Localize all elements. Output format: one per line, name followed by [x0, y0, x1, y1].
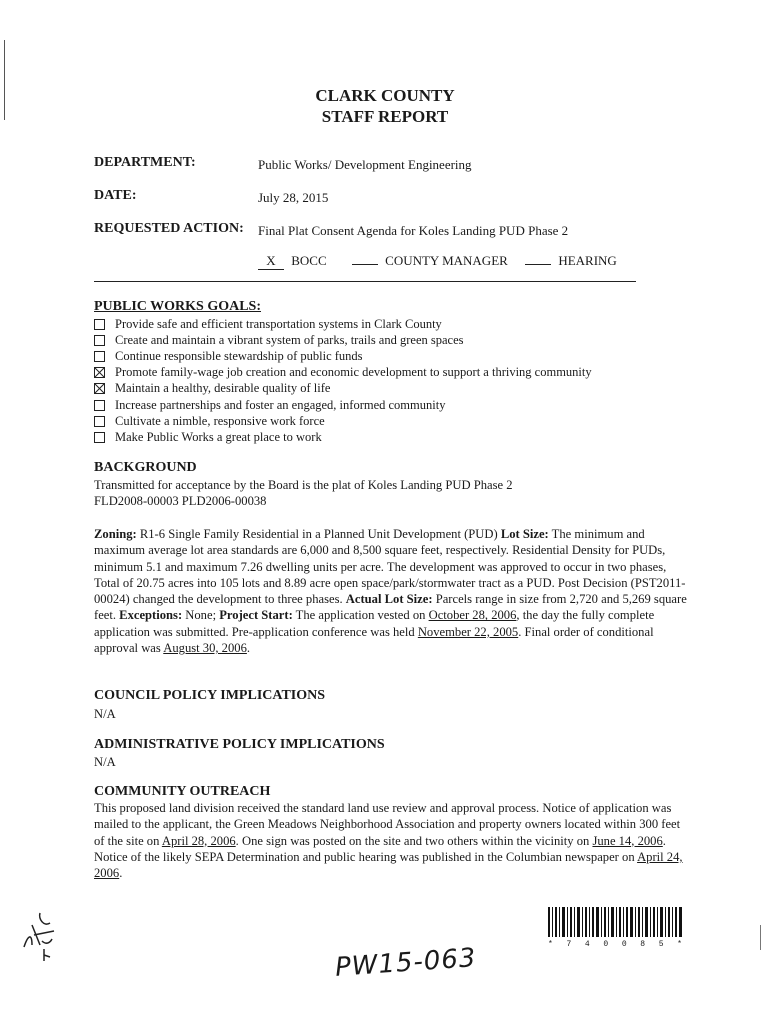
outreach-text: . [119, 866, 123, 881]
barcode-digit: 7 [566, 940, 572, 949]
goal-item [94, 397, 592, 413]
lot-size-label: Lot Size: [500, 527, 549, 541]
actual-lot-size-text: Parcels range in size from 2,720 and 5,269 square feet. [94, 592, 687, 623]
barcode-digit: * [548, 940, 553, 949]
goal-text: Promote family-wage job creation and economic development to support a thriving community [115, 365, 592, 380]
goal-item [94, 413, 592, 429]
final-order-date: August 30, 2006 [163, 641, 247, 656]
requested-action-value: Final Plat Consent Agenda for Koles Landing PUD Phase 2 [258, 223, 569, 238]
community-outreach-heading: COMMUNITY OUTREACH [94, 784, 271, 799]
goals-checklist [94, 316, 592, 446]
lot-size-text: The minimum and maximum average lot area standards are 6,000 and 8,500 square feet, respectively. Residential Density for PUDs, minimum 5.1 and maximum 7.26 dwelling units per acre. The development was approved to occur in two phases, Total of 20.75 acres into 105 lots and 8.89 acre open space/park/stormwater tract as a PUD. Post Decision (PST2011-00024) changed the development to three phases. [94, 527, 686, 607]
background-case-numbers: FLD2008-00003 PLD2006-00038 [94, 494, 267, 509]
checkbox-icon [94, 335, 105, 346]
goal-text: Continue responsible stewardship of public funds [115, 348, 363, 363]
routing-mark-county-manager [352, 264, 378, 265]
handwritten-code: PW15-063 [334, 943, 478, 983]
barcode-digit: 0 [621, 940, 627, 949]
routing-row [258, 253, 617, 270]
routing-mark-bocc: X [258, 253, 284, 270]
barcode-number [548, 940, 682, 949]
barcode-digit: 8 [640, 940, 646, 949]
project-start-label: Project Start: [219, 608, 293, 623]
public-works-goals-heading: PUBLIC WORKS GOALS: [94, 299, 261, 314]
goal-text: Make Public Works a great place to work [115, 429, 322, 444]
goal-text: Increase partnerships and foster an engaged, informed community [115, 397, 446, 412]
goal-item [94, 316, 592, 332]
routing-label-county-manager: COUNTY MANAGER [385, 253, 508, 268]
report-title-county: CLARK COUNTY [315, 86, 455, 105]
publication-date: April 24, 2006 [94, 849, 683, 881]
zoning-text: R1-6 Single Family Residential in a Planned Unit Development (PUD) [136, 527, 501, 541]
date-label: DATE: [94, 188, 137, 203]
goal-item [94, 365, 592, 381]
exceptions-label: Exceptions: [119, 608, 183, 623]
exceptions-text: None; [182, 608, 220, 623]
checkbox-icon [94, 400, 105, 411]
routing-mark-hearing [525, 264, 551, 265]
handwritten-initials-mark [20, 905, 60, 965]
zoning-paragraph [94, 526, 689, 656]
checkbox-icon [94, 351, 105, 362]
outreach-text: This proposed land division received the standard land use review and approval process. Notice of application was mailed to the applicant, the Green Meadows Neighborhood Association and property owners located within 300 feet of the site on [94, 801, 681, 848]
barcode-digit: 0 [603, 940, 609, 949]
admin-policy-value: N/A [94, 755, 116, 769]
background-line: Transmitted for acceptance by the Board is the plat of Koles Landing PUD Phase 2 [94, 478, 513, 492]
goal-item [94, 381, 592, 397]
zoning-label: Zoning: [94, 527, 137, 541]
checkbox-icon [94, 432, 105, 443]
department-value: Public Works/ Development Engineering [258, 157, 472, 172]
project-start-text: . Final order of conditional approval was [94, 624, 654, 656]
notice-date: April 28, 2006 [161, 833, 236, 848]
goal-item [94, 348, 592, 364]
council-policy-value: N/A [94, 707, 116, 721]
checkbox-icon [94, 416, 105, 427]
project-start-text: The application vested on [292, 608, 429, 623]
project-start-text: , the day the fully complete application was submitted. Pre-application conference was held [94, 608, 655, 639]
outreach-text: . One sign was posted on the site and two others within the vicinity on [235, 833, 593, 848]
report-title-type: STAFF REPORT [321, 107, 449, 126]
project-start-text: . [246, 641, 251, 656]
goal-text: Provide safe and efficient transportation systems in Clark County [115, 316, 442, 331]
community-outreach-body [94, 800, 689, 881]
goal-text: Maintain a healthy, desirable quality of life [115, 381, 331, 396]
goal-item [94, 332, 592, 348]
routing-label-bocc: BOCC [291, 253, 327, 268]
admin-policy-heading: ADMINISTRATIVE POLICY IMPLICATIONS [94, 737, 385, 752]
vested-date: October 28, 2006 [428, 608, 517, 623]
sign-date: June 14, 2006 [592, 833, 663, 848]
preapp-date: November 22, 2005 [417, 624, 519, 639]
goal-item [94, 429, 592, 445]
barcode-digit: * [677, 940, 682, 949]
background-heading: BACKGROUND [94, 460, 197, 475]
outreach-text: . Notice of the likely SEPA Determination and public hearing was published in the Columbian newspaper on [94, 833, 666, 864]
requested-action-label: REQUESTED ACTION: [94, 221, 244, 236]
background-body [94, 477, 689, 510]
checked-box-icon [94, 367, 105, 378]
section-divider [94, 281, 636, 282]
routing-label-hearing: HEARING [558, 253, 617, 268]
checked-box-icon [94, 383, 105, 394]
checkbox-icon [94, 319, 105, 330]
barcode-digit: 4 [584, 940, 590, 949]
date-value: July 28, 2015 [258, 190, 329, 205]
goal-text: Create and maintain a vibrant system of parks, trails and green spaces [115, 332, 464, 347]
scan-edge-mark-right [760, 925, 761, 950]
goal-text: Cultivate a nimble, responsive work force [115, 413, 325, 428]
council-policy-heading: COUNCIL POLICY IMPLICATIONS [94, 688, 326, 703]
barcode-icon [548, 907, 682, 937]
actual-lot-size-label: Actual Lot Size: [345, 592, 433, 607]
barcode-digit: 5 [658, 940, 664, 949]
department-label: DEPARTMENT: [94, 155, 196, 170]
